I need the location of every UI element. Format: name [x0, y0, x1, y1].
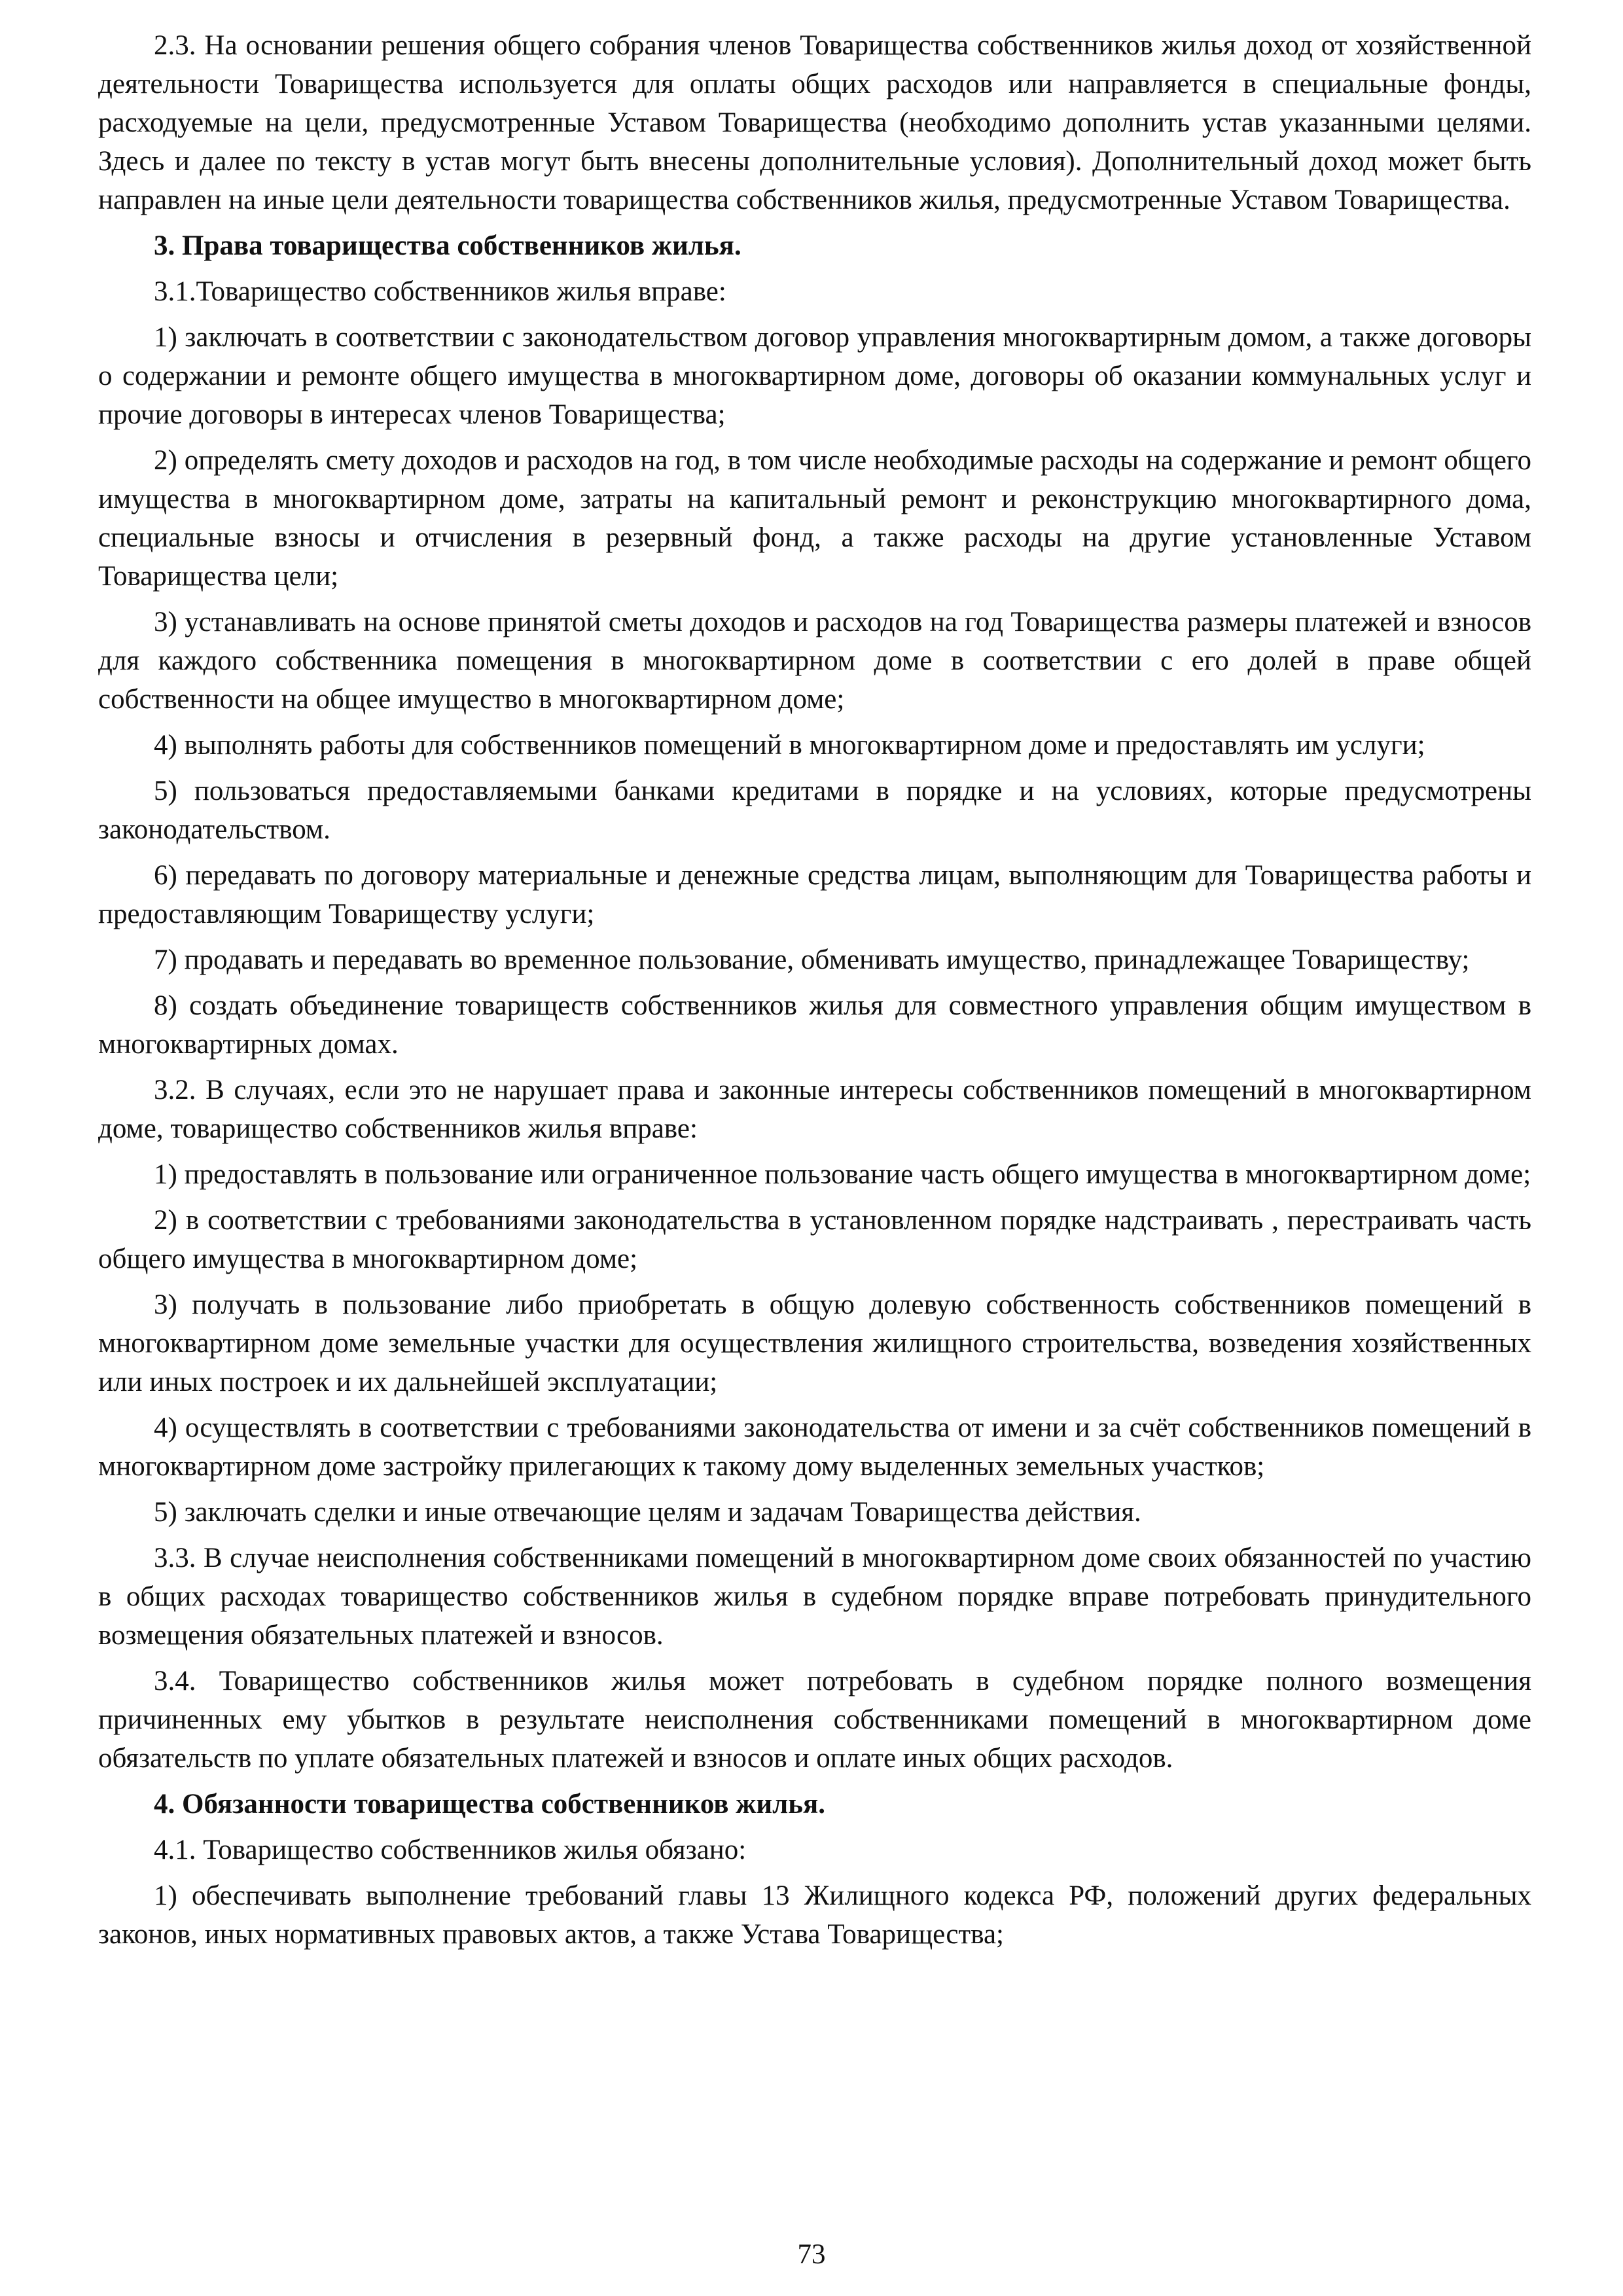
list-item-3-1-2: 2) определять смету доходов и расходов на год, в том числе необходимые расходы на содержание и ремонт общего имущества в многоквартирном доме, затраты на капитальный ремонт и реконструкцию многоквартирного дома, специальные взносы и отчисления в резервный фонд, а также расходы на другие установленные Уставом Товарищества цели; [98, 445, 1531, 592]
list-item-3-1-1: 1) заключать в соответствии с законодательством договор управления многоквартирным домом, а также договоры о содержании и ремонте общего имущества в многоквартирном доме, договоры об оказании коммунальных услуг и прочие договоры в интересах членов Товарищества; [98, 322, 1531, 430]
list-item-3-1-6: 6) передавать по договору материальные и денежные средства лицам, выполняющим для Товарищества работы и предоставляющим Товариществу услуги; [98, 860, 1531, 929]
paragraph-3-2: 3.2. В случаях, если это не нарушает права и законные интересы собственников помещений в многоквартирном доме, товарищество собственников жилья вправе: [98, 1075, 1531, 1144]
section-heading-4: 4. Обязанности товарищества собственников жилья. [154, 1789, 826, 1820]
list-item-3-2-4: 4) осуществлять в соответствии с требованиями законодательства от имени и за счёт собственников помещений в многоквартирном доме застройку прилегающих к такому дому выделенных земельных участков; [98, 1412, 1531, 1482]
paragraph-4-1: 4.1. Товарищество собственников жилья обязано: [154, 1835, 747, 1865]
list-item-3-2-2: 2) в соответствии с требованиями законодательства в установленном порядке надстраивать , перестраивать часть общего имущества в многоквартирном доме; [98, 1205, 1531, 1274]
list-item-3-2-3: 3) получать в пользование либо приобретать в общую долевую собственность собственников помещений в многоквартирном доме земельные участки для осуществления жилищного строительства, возведения хозяйственных или иных построек и их дальнейшей эксплуатации; [98, 1289, 1531, 1397]
section-heading-3: 3. Права товарищества собственников жилья. [154, 230, 741, 261]
list-item-4-1-1: 1) обеспечивать выполнение требований главы 13 Жилищного кодекса РФ, положений других федеральных законов, иных нормативных правовых актов, а также Устава Товарищества; [98, 1880, 1531, 1950]
document-page [98, 26, 1531, 2238]
paragraph-3-1: 3.1.Товарищество собственников жилья вправе: [154, 276, 726, 307]
list-item-3-1-5: 5) пользоваться предоставляемыми банками кредитами в порядке и на условиях, которые предусмотрены законодательством. [98, 776, 1531, 845]
list-item-3-1-4: 4) выполнять работы для собственников помещений в многоквартирном доме и предоставлять им услуги; [154, 730, 1425, 761]
list-item-3-2-1: 1) предоставлять в пользование или ограниченное пользование часть общего имущества в многоквартирном доме; [154, 1159, 1531, 1190]
list-item-3-2-5: 5) заключать сделки и иные отвечающие целям и задачам Товарищества действия. [154, 1497, 1141, 1528]
paragraph-3-3: 3.3. В случае неисполнения собственниками помещений в многоквартирном доме своих обязанностей по участию в общих расходах товарищество собственников жилья в судебном порядке вправе потребовать принудительного возмещения обязательных платежей и взносов. [98, 1543, 1531, 1651]
list-item-3-1-3: 3) устанавливать на основе принятой сметы доходов и расходов на год Товарищества размеры платежей и взносов для каждого собственника помещения в многоквартирном доме в соответствии с его долей в праве общей собственности на общее имущество в многоквартирном доме; [98, 607, 1531, 715]
paragraph-2-3: 2.3. На основании решения общего собрания членов Товарищества собственников жилья доход от хозяйственной деятельности Товарищества используется для оплаты общих расходов или направляется в специальные фонды, расходуемые на цели, предусмотренные Уставом Товарищества (необходимо дополнить устав указанными целями. Здесь и далее по тексту в устав могут быть внесены дополнительные условия). Дополнительный доход может быть направлен на иные цели деятельности товарищества собственников жилья, предусмотренные Уставом Товарищества. [98, 30, 1531, 215]
list-item-3-1-7: 7) продавать и передавать во временное пользование, обменивать имущество, принадлежащее Товариществу; [154, 944, 1470, 975]
page-number: 73 [797, 2239, 826, 2270]
paragraph-3-4: 3.4. Товарищество собственников жилья может потребовать в судебном порядке полного возмещения причиненных ему убытков в результате неисполнения собственниками помещений в многоквартирном доме обязательств по уплате обязательных платежей и взносов и оплате иных общих расходов. [98, 1666, 1531, 1774]
list-item-3-1-8: 8) создать объединение товариществ собственников жилья для совместного управления общим имуществом в многоквартирных домах. [98, 990, 1531, 1060]
